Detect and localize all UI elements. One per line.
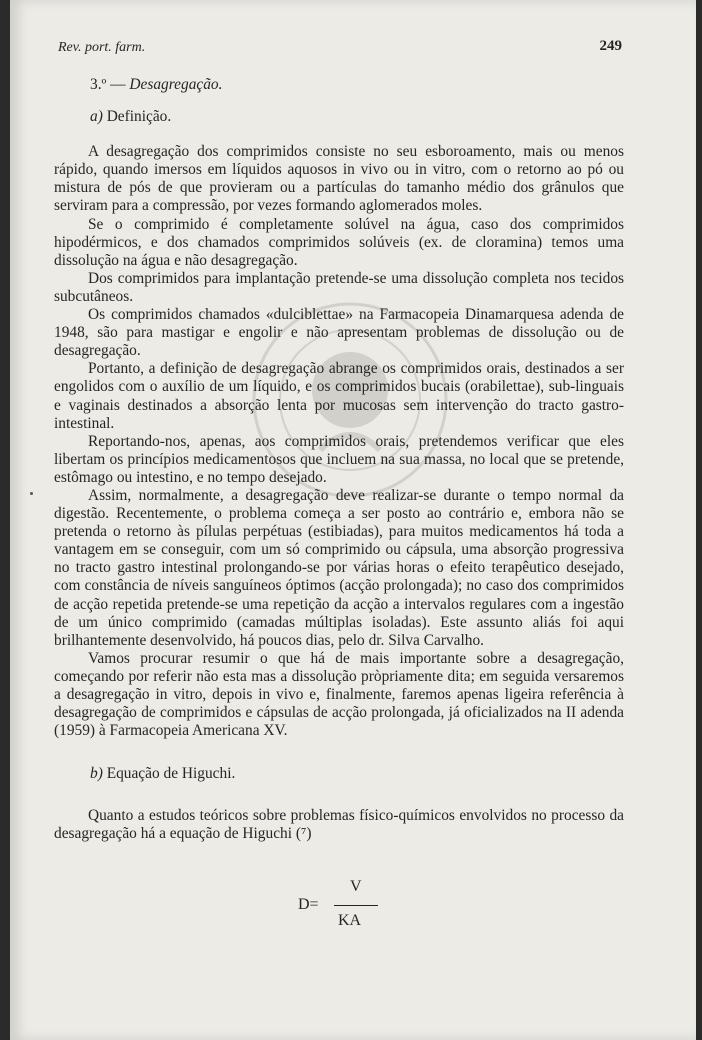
- paragraph: Vamos procurar resumir o que há de mais importante sobre a desagregação, começando por referir não esta mas a dissolução pròpriamente dita; em seguida versaremos a desagregação in vitro, depois in vivo e, finalmente, faremos apenas ligeira referência à desagregação de comprimidos e cápsulas de acção prolongada, já oficializados na II adenda (1959) à Farmacopeia Americana XV.: [54, 649, 624, 740]
- paragraph: Dos comprimidos para implantação pretende-se uma dissolução completa nos tecidos subcutâneos.: [54, 269, 624, 305]
- equation-lhs: D=: [298, 895, 319, 913]
- subsection-b-title: Equação de Higuchi.: [106, 765, 236, 783]
- subsection-a-heading: [90, 108, 624, 126]
- article-body: [54, 76, 624, 934]
- equation-numerator: V: [350, 877, 362, 895]
- section-title: Desagregação.: [129, 76, 223, 93]
- document-page: [10, 0, 696, 1040]
- paragraph: Os comprimidos chamados «dulciblettae» na Farmacopeia Dinamarquesa adenda de 1948, são para mastigar e engolir e não apresentam problemas de dissolução ou de desagregação.: [54, 306, 624, 360]
- journal-title: Rev. port. farm.: [58, 40, 146, 55]
- higuchi-equation: [298, 874, 388, 934]
- page-number: 249: [599, 38, 622, 54]
- margin-mark: [30, 492, 33, 495]
- paragraph: Portanto, a definição de desagregação abrange os comprimidos orais, destinados a ser engolidos com o auxílio de um líquido, e os comprimidos bucais (orabilettae), sub-linguais e vaginais destinados a absorção lenta por mucosas sem intervenção do tracto gastro-intestinal.: [54, 360, 624, 432]
- paragraph: Reportando-nos, apenas, aos comprimidos orais, pretendemos verificar que eles libertam os princípios medicamentosos que incluem na sua massa, no local que se pretende, estômago ou intestino, e no tempo desejado.: [54, 432, 624, 486]
- equation-denominator: KA: [338, 911, 362, 929]
- section-number: 3.º —: [90, 76, 126, 93]
- paragraph: Quanto a estudos teóricos sobre problemas físico-químicos envolvidos no processo da desagregação há a equação de Higuchi (⁷): [54, 807, 624, 843]
- subsection-a-title: Definição.: [106, 108, 172, 126]
- paragraph: A desagregação dos comprimidos consiste no seu esboroamento, mais ou menos rápido, quando imersos em líquidos aquosos in vivo ou in vitro, com o retorno ao pó ou mistura de pós de que provieram ou a partículas do tamanho médio dos grânulos que serviram para a compressão, por vezes formando aglomerados moles.: [54, 143, 624, 215]
- page-header: [58, 40, 622, 60]
- subsection-a-letter: a): [90, 108, 103, 126]
- subsection-b-heading: [90, 765, 624, 783]
- section-heading: [90, 76, 624, 94]
- subsection-b-letter: b): [90, 765, 103, 783]
- fraction-bar: [334, 905, 378, 906]
- paragraph: Assim, normalmente, a desagregação deve realizar-se durante o tempo normal da digestão. Recentemente, o problema começa a ser posto ao contrário e, embora não se pretenda o retorno às pílulas perpétuas (estibiadas), para muitos medicamentos há toda a vantagem em se conseguir, com um só comprimido ou cápsula, uma absorção progressiva no tracto gastro intestinal prolongando-se por várias horas o efeito terapêutico desejado, com constância de níveis sanguíneos óptimos (acção prolongada); no caso dos comprimidos de acção repetida pretende-se uma repetição da acção a intervalos regulares com a ingestão de um único comprimido (camadas múltiplas isoladas). Este assunto aliás foi aqui brilhantemente desenvolvido, há poucos dias, pelo dr. Silva Carvalho.: [54, 486, 624, 649]
- paragraph: Se o comprimido é completamente solúvel na água, caso dos comprimidos hipodérmicos, e dos chamados comprimidos solúveis (ex. de cloramina) temos uma dissolução na água e não desagregação.: [54, 215, 624, 269]
